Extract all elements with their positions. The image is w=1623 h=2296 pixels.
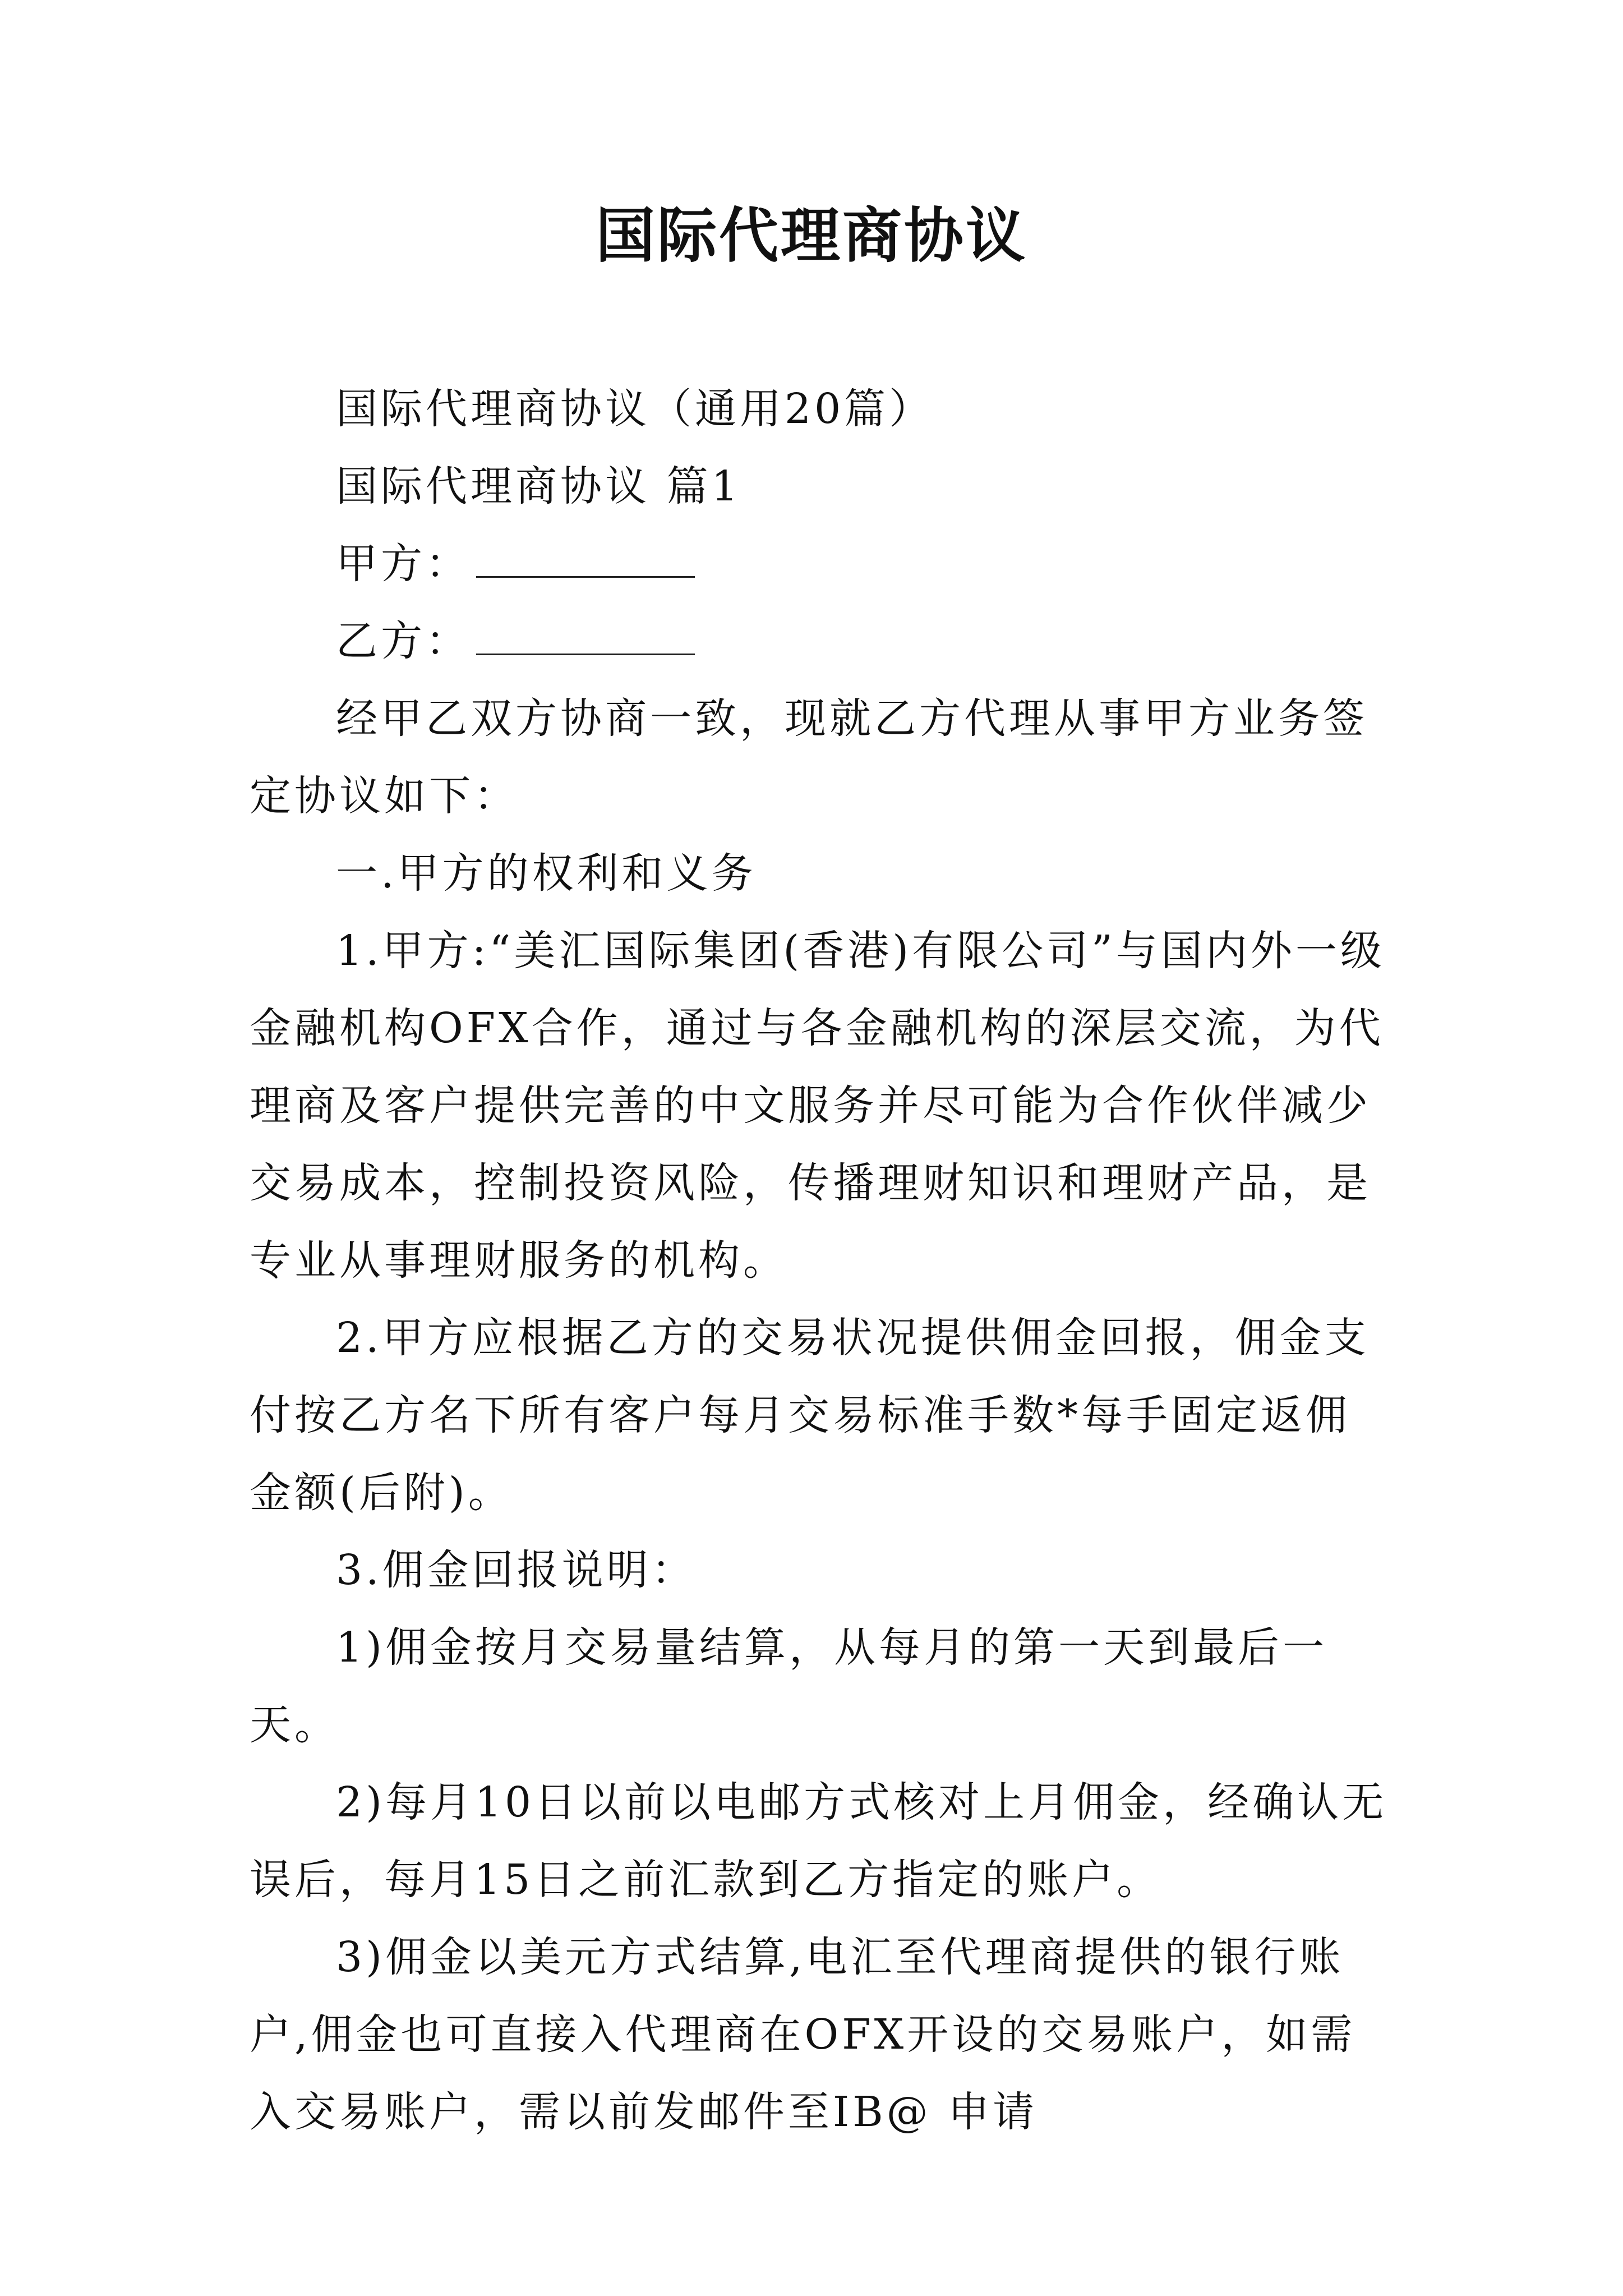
paragraph-clause-1: 1.甲方:“美汇国际集团(香港)有限公司”与国内外一级金融机构OFX合作，通过与各金融机构的深层交流，为代理商及客户提供完善的中文服务并尽可能为合作伙伴减少交易成本，控制投资风险，传播理财知识和理财产品，是专业从事理财服务的机构。 <box>250 927 1385 1285</box>
party-a-label: 甲方： <box>336 540 471 588</box>
party-b-line <box>250 602 1394 680</box>
paragraph-item-1: 1)佣金按月交易量结算，从每月的第一天到最后一天。 <box>250 1623 1327 1749</box>
document-body <box>250 370 1394 2151</box>
paragraph-clause-2: 2.甲方应根据乙方的交易状况提供佣金回报，佣金支付按乙方名下所有客户每月交易标准手数*每手固定返佣金额(后附)。 <box>250 1314 1370 1517</box>
party-b-blank <box>476 620 695 655</box>
party-a-line <box>250 525 1394 602</box>
party-a-blank <box>476 542 695 578</box>
paragraph-clause-3: 3.佣金回报说明： <box>336 1546 697 1594</box>
paragraph-section-heading: 国际代理商协议 篇1 <box>336 462 741 510</box>
paragraph-item-3: 3)佣金以美元方式结算,电汇至代理商提供的银行账户,佣金也可直接入代理商在OFX开设的交易账户，如需入交易账户，需以前发邮件至IB@ 申请 <box>250 1933 1356 2136</box>
document-title: 国际代理商协议 <box>596 200 1027 270</box>
paragraph-item-2: 2)每月10日以前以电邮方式核对上月佣金，经确认无误后，每月15日之前汇款到乙方指定的账户。 <box>250 1778 1387 1904</box>
paragraph-subtitle: 国际代理商协议（通用20篇） <box>336 385 934 433</box>
paragraph-intro: 经甲乙双方协商一致，现就乙方代理从事甲方业务签定协议如下： <box>250 694 1368 820</box>
paragraph-heading-1: 一.甲方的权利和义务 <box>336 849 757 898</box>
party-b-label: 乙方： <box>336 617 471 665</box>
